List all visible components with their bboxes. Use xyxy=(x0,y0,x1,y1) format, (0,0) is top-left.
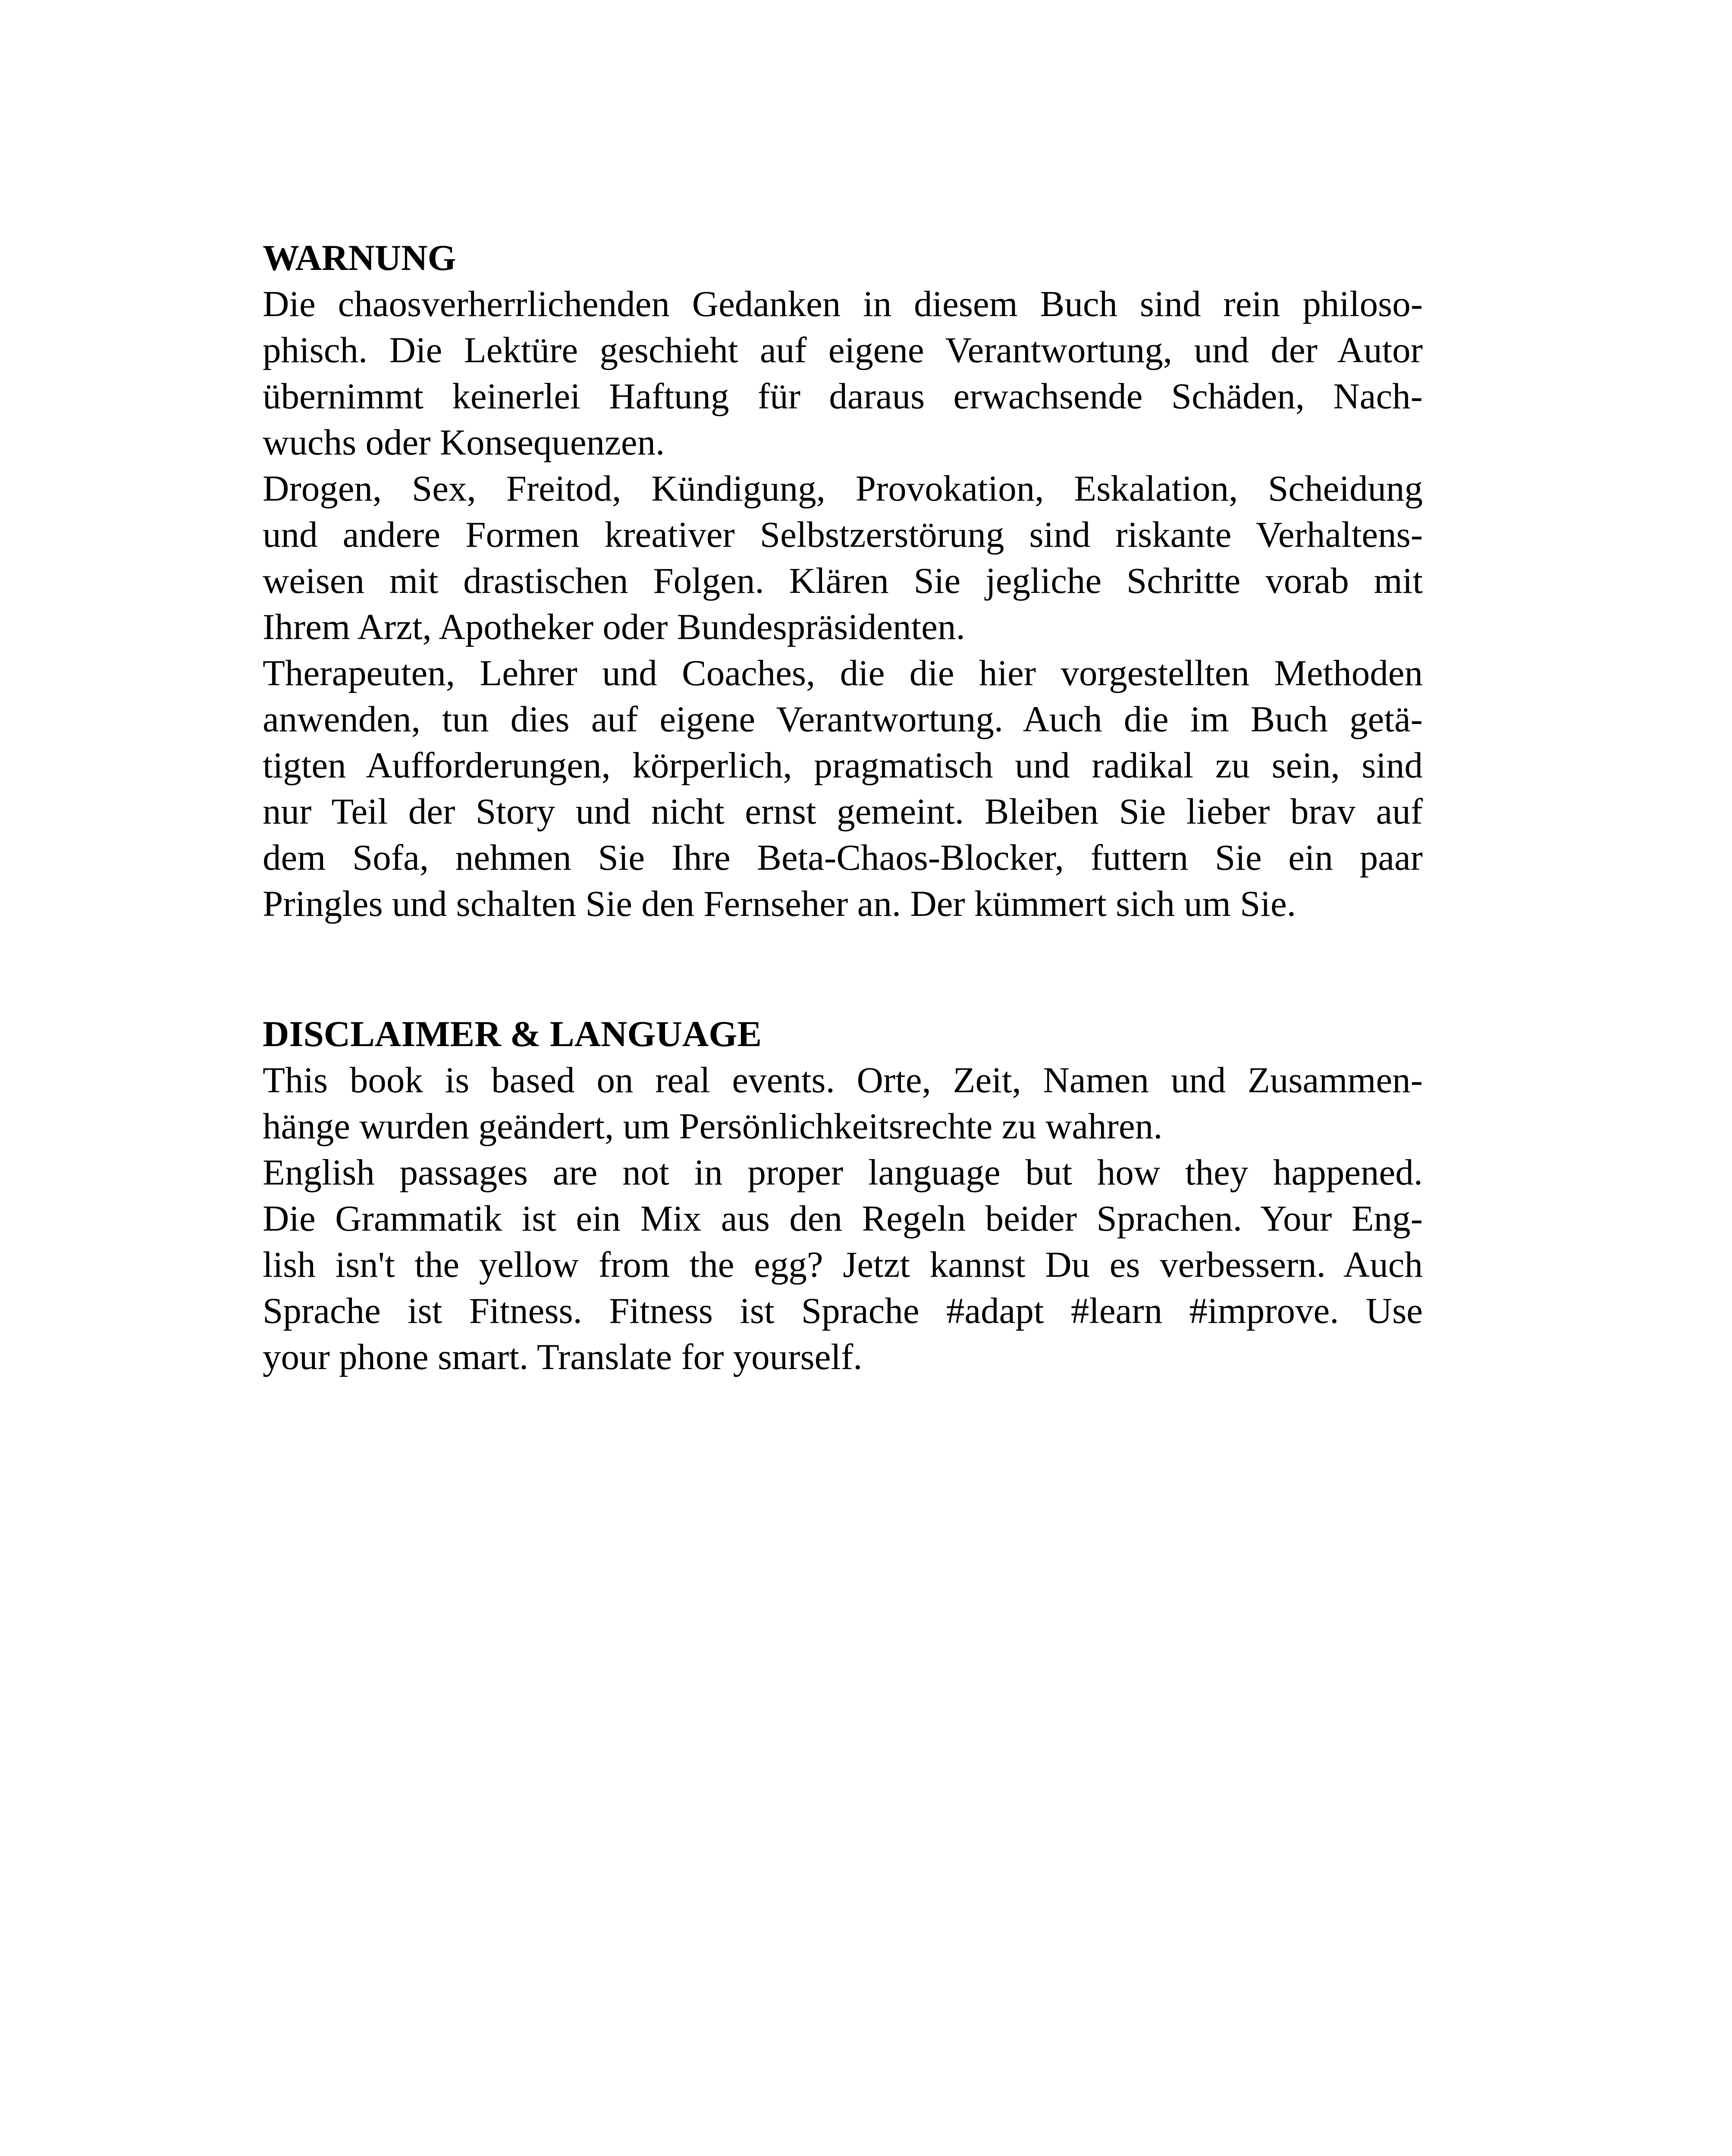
text-line: Drogen, Sex, Freitod, Kündigung, Provokation, Eskalation, Scheidung xyxy=(263,468,1423,509)
text-line: hänge wurden geändert, um Persönlichkeitsrechte zu wahren. xyxy=(263,1106,1163,1147)
text-line: phisch. Die Lektüre geschieht auf eigene Verantwortung, und der Autor xyxy=(263,330,1423,370)
text-line: übernimmt keinerlei Haftung für daraus erwachsende Schäden, Nach- xyxy=(263,376,1423,417)
paragraph xyxy=(263,466,1423,650)
paragraph xyxy=(263,650,1423,927)
text-line: nur Teil der Story und nicht ernst gemeint. Bleiben Sie lieber brav auf xyxy=(263,791,1423,832)
text-line: Therapeuten, Lehrer und Coaches, die die hier vorgestellten Methoden xyxy=(263,653,1423,693)
section-disclaimer-language xyxy=(263,1011,1423,1380)
text-line: Pringles und schalten Sie den Fernseher an. Der kümmert sich um Sie. xyxy=(263,884,1296,924)
text-line: Sprache ist Fitness. Fitness ist Sprache #adapt #learn #improve. Use xyxy=(263,1291,1423,1331)
text-line: und andere Formen kreativer Selbstzerstörung sind riskante Verhaltens- xyxy=(263,514,1423,555)
section-heading: DISCLAIMER & LANGUAGE xyxy=(263,1014,762,1054)
paragraph xyxy=(263,1057,1423,1150)
section-heading: WARNUNG xyxy=(263,238,456,278)
paragraph xyxy=(263,1150,1423,1380)
text-line: English passages are not in proper language but how they happened. xyxy=(263,1152,1423,1193)
text-line: anwenden, tun dies auf eigene Verantwortung. Auch die im Buch getä- xyxy=(263,699,1423,740)
section-warnung xyxy=(263,235,1423,927)
text-line: Die chaosverherrlichenden Gedanken in diesem Buch sind rein philoso- xyxy=(263,284,1423,324)
text-line: weisen mit drastischen Folgen. Klären Sie jegliche Schritte vorab mit xyxy=(263,561,1423,601)
text-line: wuchs oder Konsequenzen. xyxy=(263,422,665,463)
text-line: This book is based on real events. Orte, Zeit, Namen und Zusammen- xyxy=(263,1060,1423,1100)
text-line: your phone smart. Translate for yourself. xyxy=(263,1337,863,1377)
text-line: Ihrem Arzt, Apotheker oder Bundespräsidenten. xyxy=(263,607,965,647)
text-line: tigten Aufforderungen, körperlich, pragmatisch und radikal zu sein, sind xyxy=(263,745,1423,786)
text-line: lish isn't the yellow from the egg? Jetzt kannst Du es verbessern. Auch xyxy=(263,1244,1423,1285)
paragraph xyxy=(263,281,1423,466)
text-line: Die Grammatik ist ein Mix aus den Regeln beider Sprachen. Your Eng- xyxy=(263,1198,1423,1239)
text-line: dem Sofa, nehmen Sie Ihre Beta-Chaos-Blocker, futtern Sie ein paar xyxy=(263,837,1423,878)
